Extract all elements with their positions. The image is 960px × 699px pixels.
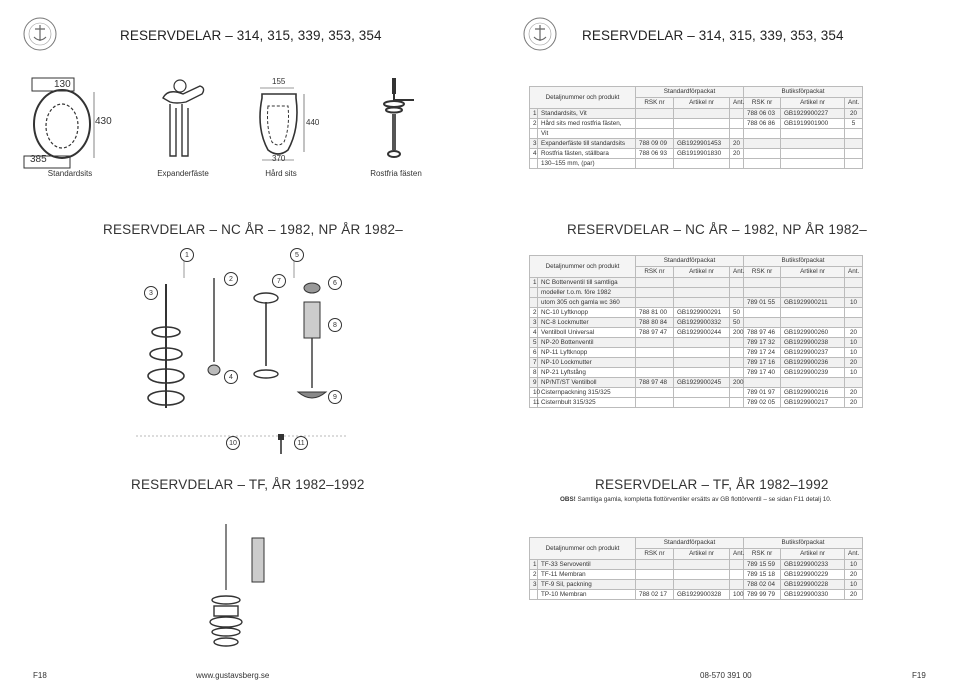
table-cell-ant1 xyxy=(730,398,744,408)
table-cell-ant1 xyxy=(730,388,744,398)
table-cell-n: 3 xyxy=(530,139,538,149)
table-row xyxy=(530,159,863,169)
table-cell-art1 xyxy=(674,338,730,348)
col-header-standard: Standardförpackat xyxy=(636,87,744,98)
table-cell-prod: NP-21 Lyftstång xyxy=(538,368,636,378)
table-row xyxy=(530,388,863,398)
section-title-nc-np-left: RESERVDELAR – NC ÅR – 1982, NP ÅR 1982– xyxy=(103,222,403,237)
table-cell-n xyxy=(530,298,538,308)
table-cell-prod: TF-9 Sil, packning xyxy=(538,580,636,590)
table-cell-art1 xyxy=(674,129,730,139)
table-cell-art1 xyxy=(674,159,730,169)
table-row xyxy=(530,109,863,119)
col-header-butik: Butiksförpackat xyxy=(744,256,863,267)
table-cell-art1 xyxy=(674,358,730,368)
col-header-artikel: Artikel nr xyxy=(674,549,730,560)
callout-6: 6 xyxy=(328,276,342,290)
table-cell-rsk2 xyxy=(744,318,781,328)
table-row xyxy=(530,358,863,368)
table-cell-ant2 xyxy=(845,159,863,169)
table-cell-rsk1 xyxy=(636,348,674,358)
dim-440: 440 xyxy=(306,118,320,127)
table-cell-rsk1 xyxy=(636,129,674,139)
table-cell-rsk2: 789 15 59 xyxy=(744,560,781,570)
table-cell-rsk1: 788 81 00 xyxy=(636,308,674,318)
table-cell-prod: Vit xyxy=(538,129,636,139)
table-cell-art2: GB1929900260 xyxy=(781,328,845,338)
table-cell-rsk2: 789 15 18 xyxy=(744,570,781,580)
page-title-right: RESERVDELAR – 314, 315, 339, 353, 354 xyxy=(582,28,844,43)
table-cell-ant1 xyxy=(730,129,744,139)
table-cell-n: 2 xyxy=(530,570,538,580)
table-cell-art2: GB1929900227 xyxy=(781,109,845,119)
table-cell-art2: GB1929900228 xyxy=(781,580,845,590)
table-cell-rsk2: 789 17 24 xyxy=(744,348,781,358)
table-cell-art2: GB1929900233 xyxy=(781,560,845,570)
table-cell-ant1 xyxy=(730,580,744,590)
col-header-butik: Butiksförpackat xyxy=(744,87,863,98)
page-title-left: RESERVDELAR – 314, 315, 339, 353, 354 xyxy=(120,28,382,43)
table-cell-rsk1 xyxy=(636,119,674,129)
table-row xyxy=(530,590,863,600)
table-cell-prod: NC-10 Lyftknopp xyxy=(538,308,636,318)
table-cell-ant1 xyxy=(730,119,744,129)
callout-9: 9 xyxy=(328,390,342,404)
table-cell-ant2: 10 xyxy=(845,368,863,378)
table-cell-art2: GB1919901900 xyxy=(781,119,845,129)
table-cell-rsk2 xyxy=(744,149,781,159)
table-cell-rsk1 xyxy=(636,338,674,348)
table-cell-n: 3 xyxy=(530,318,538,328)
table-cell-ant1: 20 xyxy=(730,139,744,149)
table-cell-art1: GB1929901453 xyxy=(674,139,730,149)
section-title-tf-right: RESERVDELAR – TF, ÅR 1982–1992 xyxy=(595,477,829,492)
table-cell-art2: GB1929900236 xyxy=(781,358,845,368)
table-cell-n: 11 xyxy=(530,398,538,408)
table-row xyxy=(530,308,863,318)
fig-label-hard-sits: Hård sits xyxy=(265,169,297,178)
table-cell-art1: GB1919901830 xyxy=(674,149,730,159)
table-cell-rsk2 xyxy=(744,159,781,169)
table-cell-rsk2: 788 97 46 xyxy=(744,328,781,338)
table-cell-art1 xyxy=(674,388,730,398)
obs-label: OBS! xyxy=(560,496,576,503)
table-cell-art1 xyxy=(674,580,730,590)
tf-valve-drawing xyxy=(196,520,276,650)
table-cell-art2 xyxy=(781,288,845,298)
table-cell-art1: GB1929900332 xyxy=(674,318,730,328)
parts-table-seats xyxy=(529,86,863,169)
table-cell-rsk2: 788 06 03 xyxy=(744,109,781,119)
table-cell-rsk1 xyxy=(636,560,674,570)
gustavsberg-logo-left xyxy=(22,16,58,52)
table-cell-rsk1 xyxy=(636,398,674,408)
table-cell-rsk2: 788 02 04 xyxy=(744,580,781,590)
table-row xyxy=(530,348,863,358)
table-body xyxy=(530,109,863,169)
table-cell-n xyxy=(530,288,538,298)
table-cell-ant1 xyxy=(730,358,744,368)
table-cell-ant2 xyxy=(845,378,863,388)
table-cell-n: 8 xyxy=(530,368,538,378)
table-cell-prod: modeller t.o.m. före 1982 xyxy=(538,288,636,298)
table-cell-n xyxy=(530,590,538,600)
callout-1: 1 xyxy=(180,248,194,262)
stainless-fittings-drawing xyxy=(378,78,418,164)
table-cell-art2 xyxy=(781,308,845,318)
table-cell-ant2: 20 xyxy=(845,388,863,398)
table-cell-n: 6 xyxy=(530,348,538,358)
table-cell-prod: TP-10 Membran xyxy=(538,590,636,600)
table-cell-rsk2: 789 17 16 xyxy=(744,358,781,368)
table-row xyxy=(530,119,863,129)
table-cell-prod: Standardsits, Vit xyxy=(538,109,636,119)
callout-2: 2 xyxy=(224,272,238,286)
table-cell-art2 xyxy=(781,159,845,169)
table-cell-prod: Rostfria fästen, ställbara xyxy=(538,149,636,159)
col-header-artikel: Artikel nr xyxy=(674,267,730,278)
table-cell-ant1 xyxy=(730,298,744,308)
table-body xyxy=(530,560,863,600)
table-cell-rsk1 xyxy=(636,109,674,119)
table-cell-ant2 xyxy=(845,149,863,159)
table-cell-rsk2 xyxy=(744,308,781,318)
table-cell-prod: Expanderfäste till standardsits xyxy=(538,139,636,149)
table-cell-prod: NP-20 Bottenventil xyxy=(538,338,636,348)
table-cell-n: 1 xyxy=(530,560,538,570)
table-cell-n: 9 xyxy=(530,378,538,388)
table-cell-art1 xyxy=(674,119,730,129)
table-cell-ant2 xyxy=(845,288,863,298)
table-cell-n: 1 xyxy=(530,278,538,288)
col-header-rsk: RSK nr xyxy=(744,98,781,109)
col-header-butik: Butiksförpackat xyxy=(744,538,863,549)
obs-note xyxy=(560,496,831,503)
table-cell-ant2: 10 xyxy=(845,338,863,348)
table-row xyxy=(530,368,863,378)
col-header-ant: Ant. xyxy=(845,549,863,560)
table-cell-prod: Cisternpackning 315/325 xyxy=(538,388,636,398)
table-cell-rsk1: 788 09 09 xyxy=(636,139,674,149)
table-cell-prod: TF-33 Servoventil xyxy=(538,560,636,570)
table-cell-rsk1 xyxy=(636,368,674,378)
col-header-ant: Ant. xyxy=(730,267,744,278)
gustavsberg-logo-right xyxy=(522,16,558,52)
table-cell-ant1 xyxy=(730,278,744,288)
table-row xyxy=(530,580,863,590)
table-cell-prod: Ventilboll Universal xyxy=(538,328,636,338)
table-cell-rsk2: 789 17 32 xyxy=(744,338,781,348)
table-row xyxy=(530,149,863,159)
table-cell-ant2 xyxy=(845,318,863,328)
table-row xyxy=(530,338,863,348)
table-cell-rsk1 xyxy=(636,298,674,308)
fig-label-rostfria-fasten: Rostfria fästen xyxy=(370,169,422,178)
table-cell-art1: GB1929900245 xyxy=(674,378,730,388)
col-header-rsk: RSK nr xyxy=(636,267,674,278)
table-cell-art1 xyxy=(674,348,730,358)
fig-label-standardsits: Standardsits xyxy=(47,169,93,178)
table-cell-art1 xyxy=(674,398,730,408)
table-cell-n: 4 xyxy=(530,328,538,338)
table-cell-rsk2 xyxy=(744,129,781,139)
table-cell-art1 xyxy=(674,368,730,378)
table-cell-art1 xyxy=(674,298,730,308)
table-cell-rsk1 xyxy=(636,358,674,368)
table-cell-n: 4 xyxy=(530,149,538,159)
col-header-ant: Ant. xyxy=(730,549,744,560)
table-cell-ant2: 20 xyxy=(845,109,863,119)
table-cell-ant2 xyxy=(845,308,863,318)
table-cell-art2 xyxy=(781,378,845,388)
table-cell-ant2: 20 xyxy=(845,570,863,580)
table-cell-art1 xyxy=(674,570,730,580)
table-cell-prod: NP-10 Lockmutter xyxy=(538,358,636,368)
table-cell-prod: TF-11 Membran xyxy=(538,570,636,580)
table-cell-rsk1: 788 80 84 xyxy=(636,318,674,328)
col-header-ant: Ant. xyxy=(730,98,744,109)
table-row xyxy=(530,570,863,580)
table-cell-ant1 xyxy=(730,368,744,378)
table-row xyxy=(530,378,863,388)
dim-430: 430 xyxy=(95,116,112,127)
table-cell-n: 3 xyxy=(530,580,538,590)
table-cell-art2 xyxy=(781,318,845,328)
table-cell-ant1: 50 xyxy=(730,318,744,328)
table-cell-ant2: 5 xyxy=(845,119,863,129)
table-cell-ant1 xyxy=(730,570,744,580)
expander-bracket-drawing xyxy=(158,78,208,164)
col-header-artikel: Artikel nr xyxy=(674,98,730,109)
table-cell-ant2: 20 xyxy=(845,358,863,368)
page-number-left: F18 xyxy=(33,671,47,680)
table-cell-ant1: 50 xyxy=(730,308,744,318)
table-cell-art2: GB1929900330 xyxy=(781,590,845,600)
col-header-detail: Detaljnummer och produkt xyxy=(530,256,636,278)
table-cell-ant1 xyxy=(730,109,744,119)
table-cell-prod: 130–155 mm, (par) xyxy=(538,159,636,169)
parts-table-tf xyxy=(529,537,863,600)
table-cell-art1: GB1929900291 xyxy=(674,308,730,318)
table-cell-art2: GB1929900211 xyxy=(781,298,845,308)
col-header-detail: Detaljnummer och produkt xyxy=(530,87,636,109)
table-cell-prod: NP/NT/ST Ventilboll xyxy=(538,378,636,388)
col-header-artikel: Artikel nr xyxy=(781,267,845,278)
page-number-right: F19 xyxy=(912,671,926,680)
table-cell-rsk1: 788 06 93 xyxy=(636,149,674,159)
obs-text: Samtliga gamla, kompletta flottörventiler ersätts av GB flottörventil – se sidan F11 detalj 10. xyxy=(575,496,832,503)
table-cell-rsk2 xyxy=(744,378,781,388)
table-cell-ant2 xyxy=(845,139,863,149)
table-cell-ant2: 10 xyxy=(845,560,863,570)
table-cell-n: 2 xyxy=(530,308,538,318)
nc-np-parts-drawing xyxy=(136,258,346,458)
table-cell-rsk1 xyxy=(636,288,674,298)
table-row xyxy=(530,328,863,338)
table-cell-prod: NC Bottenventil till samtliga xyxy=(538,278,636,288)
table-cell-rsk2: 789 02 05 xyxy=(744,398,781,408)
fig-label-expanderfaste: Expanderfäste xyxy=(157,169,209,178)
table-cell-art2 xyxy=(781,129,845,139)
table-cell-rsk2: 789 01 97 xyxy=(744,388,781,398)
col-header-rsk: RSK nr xyxy=(744,267,781,278)
table-cell-rsk2: 789 17 40 xyxy=(744,368,781,378)
table-cell-n: 2 xyxy=(530,119,538,129)
table-cell-art1 xyxy=(674,288,730,298)
table-cell-rsk2: 789 99 79 xyxy=(744,590,781,600)
table-cell-rsk1 xyxy=(636,580,674,590)
parts-table-nc-np xyxy=(529,255,863,408)
phone-number: 08-570 391 00 xyxy=(700,671,752,680)
callout-11: 11 xyxy=(294,436,308,450)
table-cell-art1 xyxy=(674,278,730,288)
callout-5: 5 xyxy=(290,248,304,262)
table-row xyxy=(530,298,863,308)
callout-3: 3 xyxy=(144,286,158,300)
table-cell-art1: GB1929900244 xyxy=(674,328,730,338)
table-cell-ant1 xyxy=(730,288,744,298)
col-header-ant: Ant. xyxy=(845,98,863,109)
col-header-ant: Ant. xyxy=(845,267,863,278)
table-cell-rsk1: 788 02 17 xyxy=(636,590,674,600)
table-cell-ant2: 20 xyxy=(845,398,863,408)
table-cell-ant2 xyxy=(845,129,863,139)
table-cell-ant1: 200 xyxy=(730,328,744,338)
table-cell-rsk2 xyxy=(744,288,781,298)
table-cell-rsk1 xyxy=(636,278,674,288)
col-header-standard: Standardförpackat xyxy=(636,538,744,549)
col-header-rsk: RSK nr xyxy=(636,98,674,109)
table-cell-rsk1 xyxy=(636,570,674,580)
table-cell-prod: Hård sits med rostfria fästen, xyxy=(538,119,636,129)
table-row xyxy=(530,139,863,149)
callout-4: 4 xyxy=(224,370,238,384)
table-cell-art1: GB1929900328 xyxy=(674,590,730,600)
table-cell-ant2: 10 xyxy=(845,580,863,590)
website-link[interactable]: www.gustavsberg.se xyxy=(196,671,270,680)
table-cell-art2 xyxy=(781,278,845,288)
table-cell-n: 5 xyxy=(530,338,538,348)
dim-385: 385 xyxy=(30,154,47,165)
table-cell-rsk2: 789 01 55 xyxy=(744,298,781,308)
table-cell-art2: GB1929900216 xyxy=(781,388,845,398)
table-row xyxy=(530,318,863,328)
table-cell-ant2 xyxy=(845,278,863,288)
table-cell-n xyxy=(530,129,538,139)
table-cell-art1 xyxy=(674,109,730,119)
dim-370: 370 xyxy=(272,154,286,163)
table-cell-art2 xyxy=(781,139,845,149)
callout-8: 8 xyxy=(328,318,342,332)
callout-10: 10 xyxy=(226,436,240,450)
table-row xyxy=(530,278,863,288)
table-cell-art2 xyxy=(781,149,845,159)
table-cell-n: 10 xyxy=(530,388,538,398)
table-cell-prod: Cisternbult 315/325 xyxy=(538,398,636,408)
table-row xyxy=(530,398,863,408)
table-cell-prod: NP-11 Lyftknopp xyxy=(538,348,636,358)
col-header-artikel: Artikel nr xyxy=(781,549,845,560)
table-cell-art2: GB1929900229 xyxy=(781,570,845,580)
table-cell-ant2: 20 xyxy=(845,590,863,600)
table-cell-ant1 xyxy=(730,159,744,169)
table-cell-rsk2: 788 06 86 xyxy=(744,119,781,129)
table-cell-prod: utom 305 och gamla wc 360 xyxy=(538,298,636,308)
table-cell-rsk1: 788 97 47 xyxy=(636,328,674,338)
table-cell-n: 1 xyxy=(530,109,538,119)
table-cell-ant1: 20 xyxy=(730,149,744,159)
table-row xyxy=(530,288,863,298)
table-cell-rsk1 xyxy=(636,159,674,169)
table-cell-ant1: 100 xyxy=(730,590,744,600)
table-cell-ant2: 10 xyxy=(845,348,863,358)
col-header-rsk: RSK nr xyxy=(744,549,781,560)
table-cell-ant1 xyxy=(730,348,744,358)
col-header-rsk: RSK nr xyxy=(636,549,674,560)
table-cell-ant2: 10 xyxy=(845,298,863,308)
col-header-standard: Standardförpackat xyxy=(636,256,744,267)
table-cell-rsk1 xyxy=(636,388,674,398)
section-title-nc-np-right: RESERVDELAR – NC ÅR – 1982, NP ÅR 1982– xyxy=(567,222,867,237)
table-cell-art2: GB1929900239 xyxy=(781,368,845,378)
col-header-artikel: Artikel nr xyxy=(781,98,845,109)
table-cell-ant1: 200 xyxy=(730,378,744,388)
callout-7: 7 xyxy=(272,274,286,288)
table-row xyxy=(530,560,863,570)
table-cell-ant2: 20 xyxy=(845,328,863,338)
table-cell-art2: GB1929900217 xyxy=(781,398,845,408)
dim-155: 155 xyxy=(272,77,286,86)
table-cell-art2: GB1929900238 xyxy=(781,338,845,348)
table-cell-ant1 xyxy=(730,338,744,348)
col-header-detail: Detaljnummer och produkt xyxy=(530,538,636,560)
table-body xyxy=(530,278,863,408)
section-title-tf-left: RESERVDELAR – TF, ÅR 1982–1992 xyxy=(131,477,365,492)
table-cell-art2: GB1929900237 xyxy=(781,348,845,358)
table-cell-prod: NC-8 Lockmutter xyxy=(538,318,636,328)
table-cell-rsk2 xyxy=(744,278,781,288)
table-cell-n xyxy=(530,159,538,169)
table-cell-rsk2 xyxy=(744,139,781,149)
table-cell-rsk1: 788 97 48 xyxy=(636,378,674,388)
table-cell-ant1 xyxy=(730,560,744,570)
dim-130: 130 xyxy=(54,79,71,90)
table-cell-art1 xyxy=(674,560,730,570)
table-cell-n: 7 xyxy=(530,358,538,368)
table-row xyxy=(530,129,863,139)
